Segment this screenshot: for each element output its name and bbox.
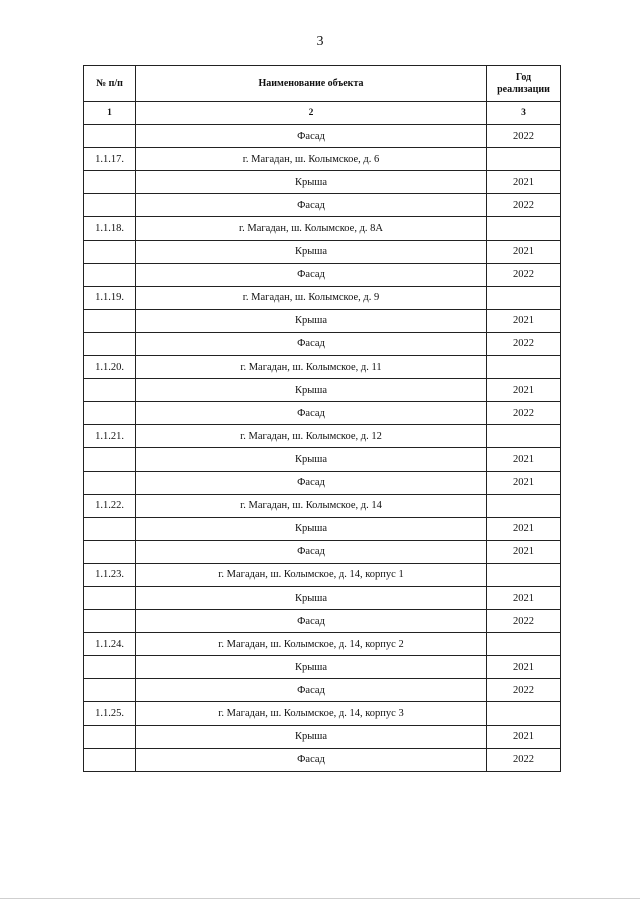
column-number-3: 3 bbox=[487, 102, 561, 125]
row-object-name: г. Магадан, ш. Колымское, д. 14, корпус 3 bbox=[136, 702, 487, 725]
row-number: 1.1.17. bbox=[84, 148, 136, 171]
row-object-name: г. Магадан, ш. Колымское, д. 11 bbox=[136, 356, 487, 379]
row-number bbox=[84, 171, 136, 194]
row-number bbox=[84, 725, 136, 748]
row-year bbox=[487, 633, 561, 656]
objects-table bbox=[83, 65, 561, 772]
row-number: 1.1.24. bbox=[84, 633, 136, 656]
row-object-name: Крыша bbox=[136, 171, 487, 194]
row-object-name: Крыша bbox=[136, 517, 487, 540]
table-row bbox=[84, 194, 561, 217]
row-year: 2022 bbox=[487, 402, 561, 425]
row-year: 2021 bbox=[487, 517, 561, 540]
row-year bbox=[487, 494, 561, 517]
row-number: 1.1.20. bbox=[84, 356, 136, 379]
row-year bbox=[487, 563, 561, 586]
column-number-row bbox=[84, 102, 561, 125]
row-year: 2021 bbox=[487, 448, 561, 471]
row-year: 2021 bbox=[487, 471, 561, 494]
table-row bbox=[84, 494, 561, 517]
row-number bbox=[84, 586, 136, 609]
row-object-name: Крыша bbox=[136, 379, 487, 402]
table-row bbox=[84, 148, 561, 171]
table-row bbox=[84, 725, 561, 748]
row-number bbox=[84, 194, 136, 217]
row-year: 2021 bbox=[487, 586, 561, 609]
row-number bbox=[84, 240, 136, 263]
row-year: 2022 bbox=[487, 748, 561, 771]
row-object-name: г. Магадан, ш. Колымское, д. 14, корпус 1 bbox=[136, 563, 487, 586]
row-number bbox=[84, 448, 136, 471]
table-row bbox=[84, 633, 561, 656]
row-number bbox=[84, 332, 136, 355]
row-year bbox=[487, 217, 561, 240]
row-object-name: г. Магадан, ш. Колымское, д. 14 bbox=[136, 494, 487, 517]
table-row bbox=[84, 517, 561, 540]
row-year: 2021 bbox=[487, 725, 561, 748]
row-object-name: г. Магадан, ш. Колымское, д. 12 bbox=[136, 425, 487, 448]
table-row bbox=[84, 402, 561, 425]
row-object-name: Крыша bbox=[136, 240, 487, 263]
table-header-row bbox=[84, 66, 561, 102]
row-year: 2021 bbox=[487, 240, 561, 263]
row-number: 1.1.21. bbox=[84, 425, 136, 448]
row-object-name: Крыша bbox=[136, 448, 487, 471]
row-object-name: Фасад bbox=[136, 402, 487, 425]
row-year: 2022 bbox=[487, 125, 561, 148]
row-number bbox=[84, 656, 136, 679]
row-number bbox=[84, 540, 136, 563]
row-object-name: Фасад bbox=[136, 194, 487, 217]
row-number bbox=[84, 679, 136, 702]
row-object-name: Фасад bbox=[136, 125, 487, 148]
row-object-name: г. Магадан, ш. Колымское, д. 9 bbox=[136, 286, 487, 309]
header-year: Год реализации bbox=[487, 66, 561, 102]
table-row bbox=[84, 125, 561, 148]
row-object-name: Крыша bbox=[136, 586, 487, 609]
table-row bbox=[84, 425, 561, 448]
table-row bbox=[84, 610, 561, 633]
row-number: 1.1.25. bbox=[84, 702, 136, 725]
table-row bbox=[84, 217, 561, 240]
row-object-name: Фасад bbox=[136, 332, 487, 355]
row-number bbox=[84, 471, 136, 494]
table-row bbox=[84, 379, 561, 402]
row-object-name: Крыша bbox=[136, 309, 487, 332]
row-year: 2021 bbox=[487, 309, 561, 332]
row-object-name: г. Магадан, ш. Колымское, д. 6 bbox=[136, 148, 487, 171]
table-row bbox=[84, 679, 561, 702]
table-row bbox=[84, 748, 561, 771]
row-number bbox=[84, 610, 136, 633]
row-number: 1.1.18. bbox=[84, 217, 136, 240]
table-row bbox=[84, 471, 561, 494]
table-row bbox=[84, 309, 561, 332]
row-object-name: Фасад bbox=[136, 263, 487, 286]
row-number: 1.1.19. bbox=[84, 286, 136, 309]
row-object-name: г. Магадан, ш. Колымское, д. 8А bbox=[136, 217, 487, 240]
table-row bbox=[84, 656, 561, 679]
row-object-name: Фасад bbox=[136, 471, 487, 494]
table-row bbox=[84, 171, 561, 194]
header-object-name: Наименование объекта bbox=[136, 66, 487, 102]
row-number bbox=[84, 402, 136, 425]
row-year bbox=[487, 356, 561, 379]
row-number bbox=[84, 748, 136, 771]
table-row bbox=[84, 586, 561, 609]
row-year bbox=[487, 702, 561, 725]
row-year bbox=[487, 286, 561, 309]
row-object-name: Фасад bbox=[136, 610, 487, 633]
row-year: 2022 bbox=[487, 679, 561, 702]
table-row bbox=[84, 240, 561, 263]
bottom-rule bbox=[0, 898, 640, 899]
table-row bbox=[84, 263, 561, 286]
column-number-2: 2 bbox=[136, 102, 487, 125]
row-number bbox=[84, 263, 136, 286]
row-number: 1.1.22. bbox=[84, 494, 136, 517]
table-row bbox=[84, 563, 561, 586]
row-number: 1.1.23. bbox=[84, 563, 136, 586]
column-number-1: 1 bbox=[84, 102, 136, 125]
row-number bbox=[84, 379, 136, 402]
row-number bbox=[84, 309, 136, 332]
page-number: 3 bbox=[316, 34, 324, 49]
row-number bbox=[84, 517, 136, 540]
table-row bbox=[84, 702, 561, 725]
row-year: 2022 bbox=[487, 332, 561, 355]
row-year: 2022 bbox=[487, 263, 561, 286]
row-year: 2022 bbox=[487, 194, 561, 217]
table-row bbox=[84, 356, 561, 379]
row-year: 2021 bbox=[487, 171, 561, 194]
row-object-name: Фасад bbox=[136, 679, 487, 702]
row-object-name: Фасад bbox=[136, 540, 487, 563]
header-number: № п/п bbox=[84, 66, 136, 102]
table-row bbox=[84, 448, 561, 471]
row-year: 2021 bbox=[487, 540, 561, 563]
row-number bbox=[84, 125, 136, 148]
row-object-name: Фасад bbox=[136, 748, 487, 771]
row-year bbox=[487, 425, 561, 448]
row-year bbox=[487, 148, 561, 171]
row-object-name: г. Магадан, ш. Колымское, д. 14, корпус 2 bbox=[136, 633, 487, 656]
row-year: 2021 bbox=[487, 656, 561, 679]
table-row bbox=[84, 286, 561, 309]
row-object-name: Крыша bbox=[136, 656, 487, 679]
row-object-name: Крыша bbox=[136, 725, 487, 748]
row-year: 2022 bbox=[487, 610, 561, 633]
table-row bbox=[84, 540, 561, 563]
row-year: 2021 bbox=[487, 379, 561, 402]
table-row bbox=[84, 332, 561, 355]
